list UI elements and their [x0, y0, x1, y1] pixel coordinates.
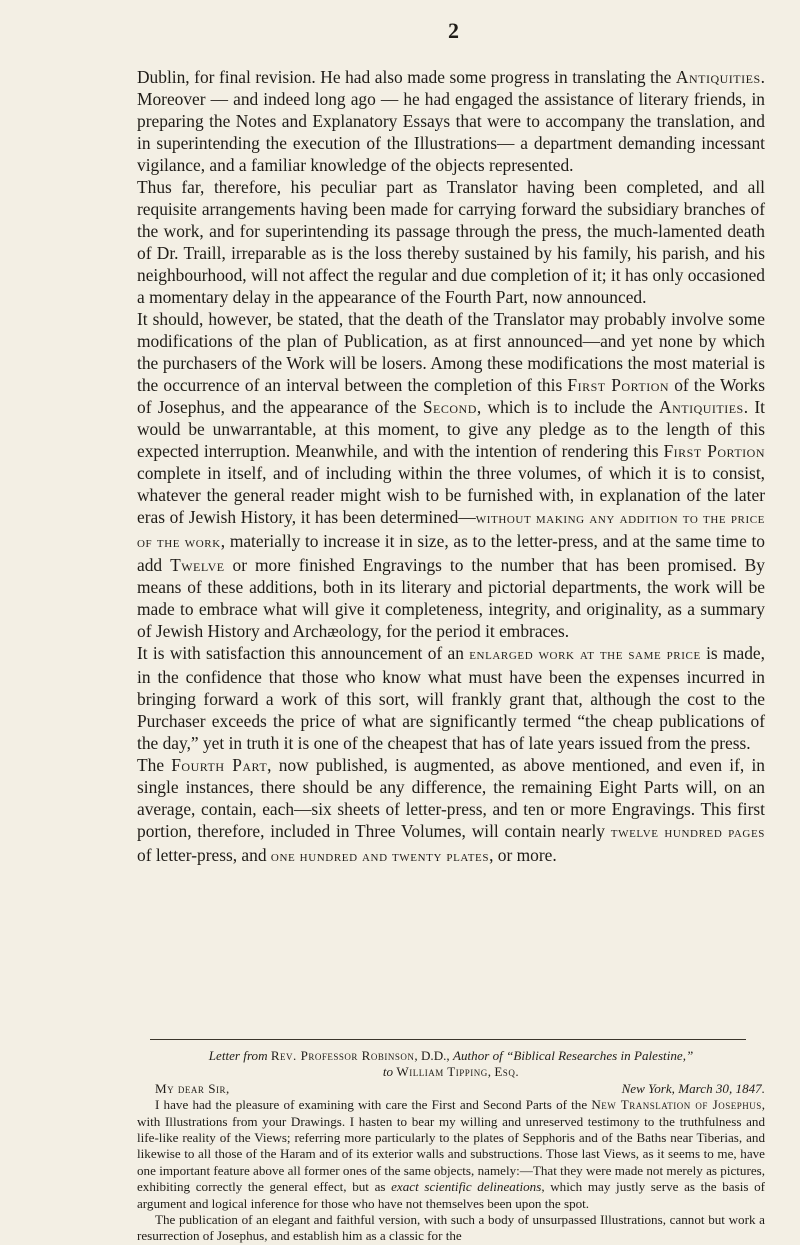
letter-paragraph-1: I have had the pleasure of examining with care the First and Second Parts of the New Translation of Josephus, with Illustrations from your Drawings. I hasten to bear my willing and unreserved testimony to the truthfulness and life-like reality of the Views; referring more particularly to the plates of Sepphoris and of the Baths near Tiberias, and likewise to all those of the Haram and of its exterior walls and substructions. Those last Views, as it seems to me, have one important feature above all former ones of the same objects, namely:—That they were made not merely as pictures, exhibiting correctly the general effect, but as exact scientific delineations, which may justly serve as the basis of argument and logical inference for those who have not themselves been upon the spot.: [137, 1097, 765, 1211]
main-text: [137, 66, 765, 868]
small-caps-text: Rev. Professor Robinson: [270, 1048, 415, 1063]
small-caps-text: New Translation of Josephus: [591, 1097, 762, 1113]
small-caps-text: William Tipping: [396, 1064, 488, 1080]
emphasis-caps-text: twelve hundred pages: [610, 825, 765, 841]
emphasis-caps-text: enlarged work at the same price: [469, 647, 701, 663]
small-caps-text: Twelve: [170, 555, 225, 575]
paragraph-5: The Fourth Part, now published, is augmented, as above mentioned, and even if, in single instances, there should be any difference, the remaining Eight Parts will, on an average, contain, each—six sheets of letter-press, and ten or more Engravings. This first portion, therefore, included in Three Volumes, will contain nearly twelve hundred pages of letter-press, and one hundred and twenty plates, or more.: [137, 755, 765, 865]
letter-recipient: to William Tipping, Esq.: [382, 1064, 520, 1080]
letter-salutation-line: [137, 1081, 765, 1097]
emphasis-caps-text: without making any addition to the price of the work: [137, 511, 766, 551]
letter-salutation: My dear Sir,: [155, 1080, 230, 1096]
small-caps-text: Antiquities: [659, 397, 744, 417]
page-number: 2: [448, 18, 459, 43]
small-caps-text: First Portion: [663, 441, 765, 461]
small-caps-text: Second: [422, 397, 477, 417]
letter-paragraph-2: The publication of an elegant and faithful version, with such a body of unsurpassed Illustrations, cannot but work a resurrection of Josephus, and establish him as a classic for the: [137, 1212, 765, 1244]
small-caps-text: Esq.: [494, 1064, 520, 1080]
paragraph-1: Dublin, for final revision. He had also made some progress in translating the Antiquities. Moreover — and indeed long ago — he had engaged the assistance of literary friends, in preparing the Notes and Explanatory Essays that were to accompany the translation, and in superintending the execution of the Illustrations— a department demanding incessant vigilance, and a familiar knowledge of the objects represented.: [137, 67, 765, 175]
small-caps-text: Antiquities: [675, 67, 761, 87]
letter-heading: [137, 1048, 765, 1081]
small-caps-text: Fourth Part: [171, 755, 268, 775]
letter-place-date: New York, March 30, 1847.: [621, 1080, 765, 1096]
italic-text: Author of “Biblical Researches in Palestine,”: [452, 1048, 694, 1063]
paragraph-4: It is with satisfaction this announcement of an enlarged work at the same price is made, in the confidence that those who know what must have been the expenses incurred in bringing forward a work of this sort, will frankly grant that, although the cost to the Purchaser exceeds the price of what are significantly termed “the cheap publications of the day,” yet in truth it is one of the cheapest that has of late years issued from the press.: [137, 643, 765, 753]
small-caps-text: First Portion: [567, 375, 670, 395]
emphasis-caps-text: one hundred and twenty plates: [270, 849, 490, 865]
italic-text: exact scientific delineations: [391, 1179, 542, 1195]
section-divider: [150, 1039, 746, 1040]
paragraph-3: It should, however, be stated, that the death of the Translator may probably involve some modifications of the plan of Publication, as at first announced—and yet none by which the purchasers of the Work will be losers. Among these modifications the most material is the occurrence of an interval between the completion of this First Portion of the Works of Josephus, and the appearance of the Second, which is to include the Antiquities. It would be unwarrantable, at this moment, to give any pledge as to the length of this expected interruption. Meanwhile, and with the intention of rendering this First Portion complete in itself, and of including within the three volumes, of which it is to consist, whatever the general reader might wish to be furnished with, in explanation of the later eras of Jewish History, it has been determined—without making any addition to the price of the work, materially to increase it in size, as to the letter-press, and at the same time to add Twelve or more finished Engravings to the number that has been promised. By means of these additions, both in its literary and pictorial departments, the work will be made to embrace what will give it completeness, integrity, and originality, as a summary of Jewish History and Archæology, for the period it embraces.: [137, 309, 766, 641]
italic-text: Letter from: [208, 1048, 271, 1063]
paragraph-2: Thus far, therefore, his peculiar part as Translator having been completed, and all requisite arrangements having been made for carrying forward the subsidiary branches of the work, and for superintending its passage through the press, the much-lamented death of Dr. Traill, irreparable as is the loss thereby sustained by his family, his parish, and his neighbourhood, will not affect the regular and due completion of it; it has only occasioned a momentary delay in the appearance of the Fourth Part, now announced.: [137, 177, 765, 307]
letter-heading-line: Letter from Rev. Professor Robinson, D.D., Author of “Biblical Researches in Palestine,”: [208, 1048, 694, 1063]
italic-text: to: [382, 1064, 397, 1080]
testimonial-letter: [137, 1048, 765, 1245]
